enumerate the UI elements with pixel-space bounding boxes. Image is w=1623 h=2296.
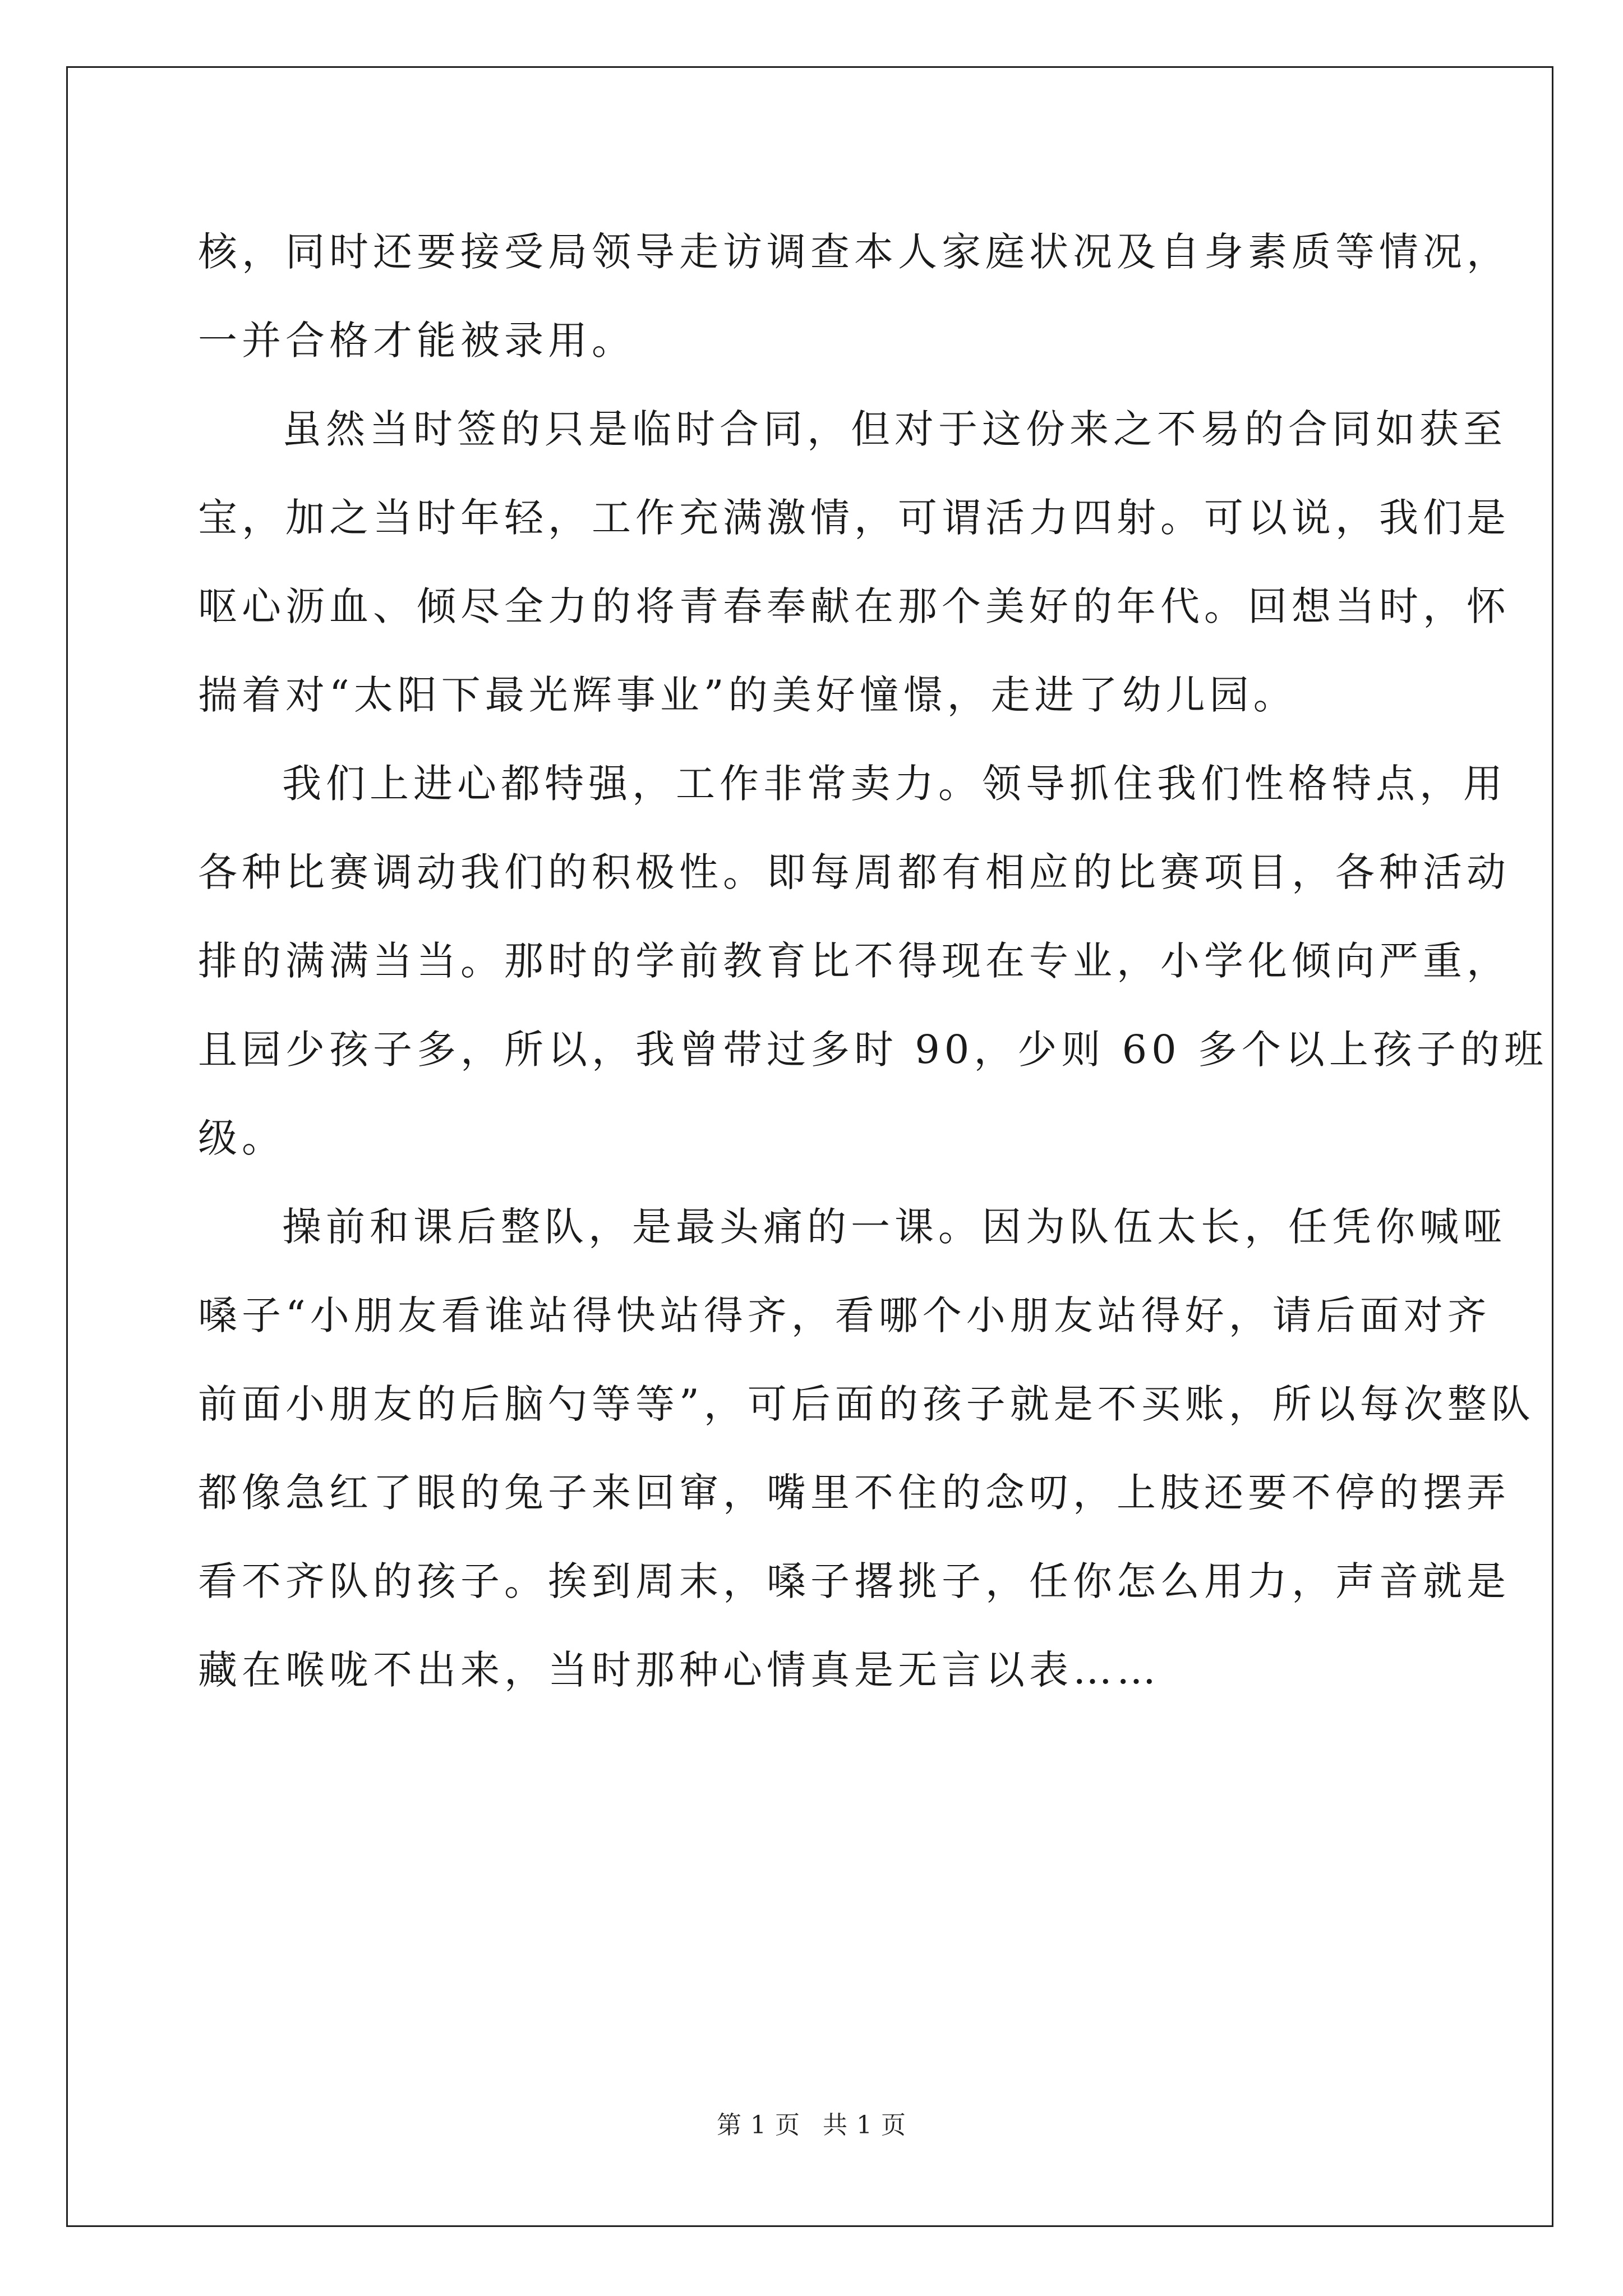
page-footer — [0, 2105, 1623, 2141]
text-line: 都像急红了眼的兔子来回窜，嘴里不住的念叨，上肢还要不停的摆弄 — [198, 1470, 1510, 1516]
text-line: 揣着对“太阳下最光辉事业”的美好憧憬，走进了幼儿园。 — [198, 672, 1297, 718]
page-number: 第 1 页 — [717, 2111, 800, 2139]
text-line: 一并合格才能被录用。 — [198, 318, 635, 364]
text-line: 前面小朋友的后脑勺等等”，可后面的孩子就是不买账，所以每次整队 — [198, 1381, 1535, 1427]
text-line: 看不齐队的孩子。挨到周末，嗓子撂挑子，任你怎么用力，声音就是 — [198, 1558, 1510, 1604]
text-line: 我们上进心都特强，工作非常卖力。领导抓住我们性格特点，用 — [282, 761, 1507, 807]
text-line: 宝，加之当时年轻，工作充满激情，可谓活力四射。可以说，我们是 — [198, 495, 1510, 541]
text-line: 呕心沥血、倾尽全力的将青春奉献在那个美好的年代。回想当时，怀 — [198, 583, 1510, 629]
text-line: 藏在喉咙不出来，当时那种心情真是无言以表…… — [198, 1647, 1160, 1693]
page-total: 共 1 页 — [823, 2111, 906, 2139]
paragraph — [198, 751, 1548, 1194]
paragraph — [198, 396, 1510, 751]
text-line: 级。 — [198, 1115, 285, 1161]
text-line: 嗓子“小朋友看谁站得快站得齐，看哪个小朋友站得好，请后面对齐 — [198, 1292, 1491, 1338]
text-line: 操前和课后整队，是最头痛的一课。因为队伍太长，任凭你喊哑 — [282, 1204, 1507, 1250]
text-line: 各种比赛调动我们的积极性。即每周都有相应的比赛项目，各种活动 — [198, 849, 1510, 895]
text-line: 且园少孩子多，所以，我曾带过多时 90，少则 60 多个以上孩子的班 — [198, 1027, 1548, 1073]
text-line: 核，同时还要接受局领导走访调查本人家庭状况及自身素质等情况， — [198, 229, 1510, 275]
document-body — [198, 219, 1548, 1726]
text-line: 排的满满当当。那时的学前教育比不得现在专业，小学化倾向严重， — [198, 938, 1510, 984]
paragraph — [198, 1194, 1535, 1726]
paragraph — [198, 219, 1510, 396]
text-line: 虽然当时签的只是临时合同，但对于这份来之不易的合同如获至 — [282, 406, 1507, 452]
